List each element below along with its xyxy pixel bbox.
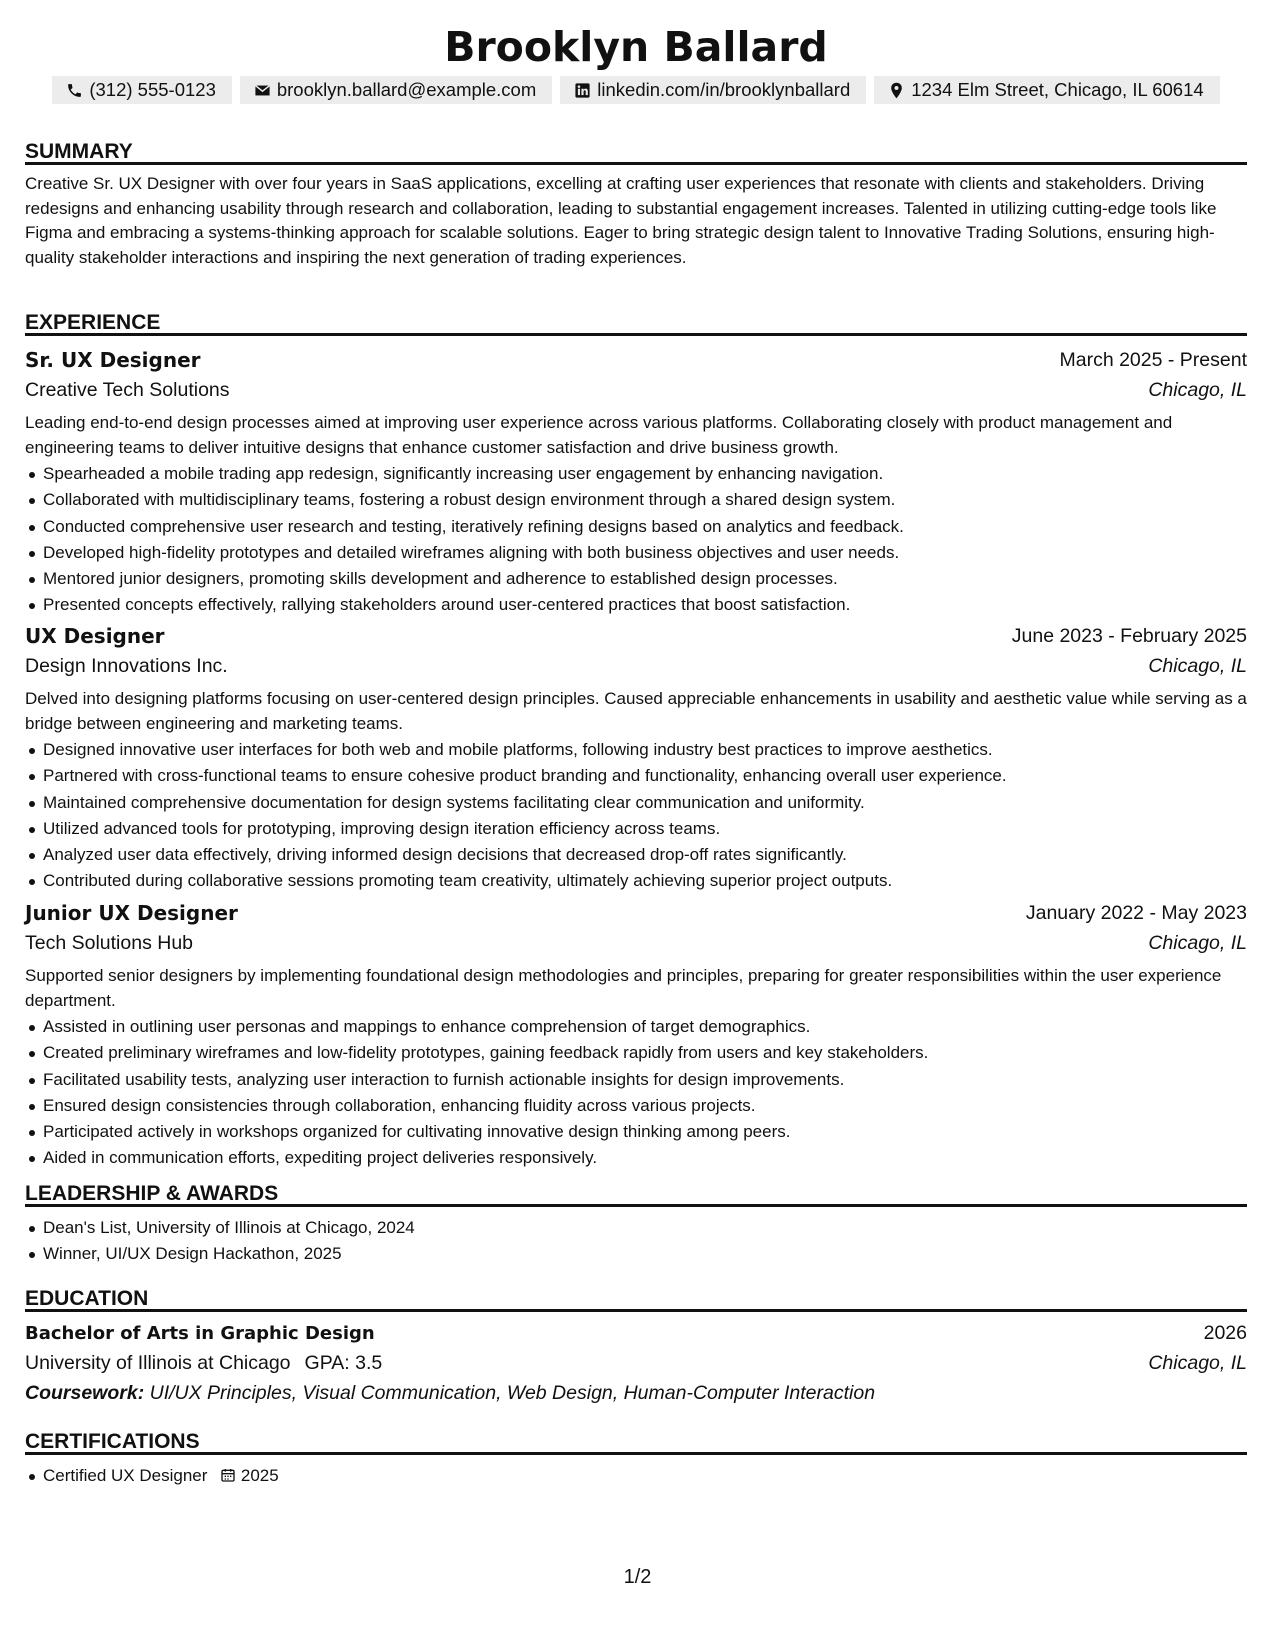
- page-number: 1/2: [623, 1566, 652, 1588]
- linkedin-icon: [574, 82, 591, 99]
- candidate-name: Brooklyn Ballard: [444, 23, 828, 71]
- certifications-heading: CERTIFICATIONS: [25, 1429, 1247, 1455]
- leadership-section: [25, 1181, 1247, 1268]
- leadership-heading: LEADERSHIP & AWARDS: [25, 1181, 1247, 1207]
- experience-section: [25, 310, 1247, 336]
- job-location: Chicago, IL: [1148, 378, 1247, 401]
- list-item: Developed high-fidelity prototypes and detailed wireframes aligning with both business objectives and user needs.: [25, 540, 1247, 566]
- resume-page: [25, 0, 1247, 1650]
- experience-heading: EXPERIENCE: [25, 310, 1247, 336]
- contact-address[interactable]: [874, 76, 1219, 104]
- job-company: Creative Tech Solutions: [25, 378, 230, 401]
- list-item: Utilized advanced tools for prototyping, improving design iteration efficiency across teams.: [25, 816, 1247, 842]
- list-item: Ensured design consistencies through collaboration, enhancing fluidity across various projects.: [25, 1093, 1247, 1119]
- job-title: Sr. UX Designer: [25, 348, 201, 372]
- list-item: Contributed during collaborative sessions promoting team creativity, ultimately achieving superior project outputs.: [25, 868, 1247, 894]
- job-description: Delved into designing platforms focusing on user-centered design principles. Caused appreciable enhancements in usability and aesthetic value while serving as a bridge between engineering and marketing teams.: [25, 689, 1247, 733]
- certifications-section: [25, 1429, 1247, 1489]
- degree-title: Bachelor of Arts in Graphic Design: [25, 1322, 375, 1344]
- calendar-icon: [220, 1467, 236, 1483]
- job-location: Chicago, IL: [1148, 654, 1247, 677]
- list-item: Partnered with cross-functional teams to ensure cohesive product branding and functionality, enhancing overall user experience.: [25, 763, 1247, 789]
- job-dates: March 2025 - Present: [1059, 348, 1247, 371]
- phone-icon: [66, 82, 83, 99]
- summary-text: Creative Sr. UX Designer with over four years in SaaS applications, excelling at crafting user experiences that resonate with clients and stakeholders. Driving redesigns and enhancing usability through research and collaboration, leading to substantial engagement increases. Talented in utilizing cutting-edge tools like Figma and embracing a systems-thinking approach for scalable solutions. Eager to bring strategic design talent to Innovative Trading Solutions, ensuring high-quality stakeholder interactions and inspiring the next generation of trading experiences.: [25, 174, 1217, 267]
- list-item: Spearheaded a mobile trading app redesign, significantly increasing user engagement by enhancing navigation.: [25, 461, 1247, 487]
- cert-name: Certified UX Designer: [43, 1466, 208, 1485]
- list-item: Created preliminary wireframes and low-fidelity prototypes, gaining feedback rapidly from users and key stakeholders.: [25, 1040, 1247, 1066]
- gpa: GPA: 3.5: [304, 1351, 383, 1374]
- address-text: 1234 Elm Street, Chicago, IL 60614: [911, 79, 1204, 100]
- list-item: Collaborated with multidisciplinary teams, fostering a robust design environment through a shared design system.: [25, 487, 1247, 513]
- job-dates: June 2023 - February 2025: [1011, 624, 1247, 647]
- coursework-label: Coursework:: [25, 1382, 145, 1404]
- school-location: Chicago, IL: [1148, 1351, 1247, 1374]
- phone-text: (312) 555-0123: [89, 79, 216, 100]
- email-text: brooklyn.ballard@example.com: [276, 79, 537, 100]
- linkedin-text: linkedin.com/in/brooklynballard: [597, 79, 851, 100]
- graduation-year: 2026: [1203, 1321, 1247, 1344]
- education-heading: EDUCATION: [25, 1286, 1247, 1312]
- cert-year: 2025: [240, 1466, 279, 1485]
- job-description: Supported senior designers by implementing foundational design methodologies and principles, preparing for greater responsibilities within the user experience department.: [25, 966, 1222, 1010]
- school-name: University of Illinois at Chicago: [25, 1351, 291, 1374]
- contact-phone[interactable]: [52, 76, 232, 104]
- list-item: Conducted comprehensive user research and testing, iteratively refining designs based on analytics and feedback.: [25, 514, 1247, 540]
- envelope-icon: [254, 82, 271, 99]
- list-item: Facilitated usability tests, analyzing user interaction to furnish actionable insights for design improvements.: [25, 1067, 1247, 1093]
- job-bullets: [25, 1014, 1247, 1172]
- list-item: Aided in communication efforts, expediting project deliveries responsively.: [25, 1145, 1247, 1171]
- job-title: UX Designer: [25, 624, 165, 648]
- job-bullets: [25, 737, 1247, 895]
- list-item: Winner, UI/UX Design Hackathon, 2025: [25, 1241, 1247, 1267]
- job-entry: [25, 898, 1247, 1172]
- list-item: Maintained comprehensive documentation for design systems facilitating clear communication and uniformity.: [25, 790, 1247, 816]
- summary-heading: SUMMARY: [25, 139, 1247, 165]
- job-description: Leading end-to-end design processes aimed at improving user experience across various platforms. Collaborating closely with product management and engineering teams to deliver intuitive designs that enhance customer satisfaction and drive business growth.: [25, 413, 1173, 457]
- coursework: [25, 1382, 1247, 1405]
- contact-linkedin[interactable]: [560, 76, 866, 104]
- list-item: Presented concepts effectively, rallying stakeholders around user-centered practices that boost satisfaction.: [25, 592, 1247, 618]
- contact-bar: [25, 76, 1247, 104]
- job-entry: [25, 345, 1247, 619]
- job-company: Tech Solutions Hub: [25, 931, 194, 954]
- job-bullets: [25, 461, 1247, 619]
- contact-email[interactable]: [240, 76, 552, 104]
- map-pin-icon: [888, 82, 905, 99]
- list-item: Analyzed user data effectively, driving informed design decisions that decreased drop-off rates significantly.: [25, 842, 1247, 868]
- job-entry: [25, 621, 1247, 895]
- list-item: Dean's List, University of Illinois at Chicago, 2024: [25, 1215, 1247, 1241]
- job-location: Chicago, IL: [1148, 931, 1247, 954]
- list-item: [25, 1463, 1247, 1489]
- leadership-list: [25, 1215, 1247, 1268]
- list-item: Designed innovative user interfaces for both web and mobile platforms, following industry best practices to improve aesthetics.: [25, 737, 1247, 763]
- job-company: Design Innovations Inc.: [25, 654, 228, 677]
- job-title: Junior UX Designer: [25, 901, 238, 925]
- education-section: [25, 1286, 1247, 1405]
- summary-section: [25, 139, 1247, 270]
- list-item: Assisted in outlining user personas and mappings to enhance comprehension of target demographics.: [25, 1014, 1247, 1040]
- list-item: Participated actively in workshops organized for cultivating innovative design thinking among peers.: [25, 1119, 1247, 1145]
- certifications-list: [25, 1463, 1247, 1489]
- list-item: Mentored junior designers, promoting skills development and adherence to established design processes.: [25, 566, 1247, 592]
- coursework-list: UI/UX Principles, Visual Communication, Web Design, Human-Computer Interaction: [149, 1382, 876, 1404]
- job-dates: January 2022 - May 2023: [1025, 901, 1247, 924]
